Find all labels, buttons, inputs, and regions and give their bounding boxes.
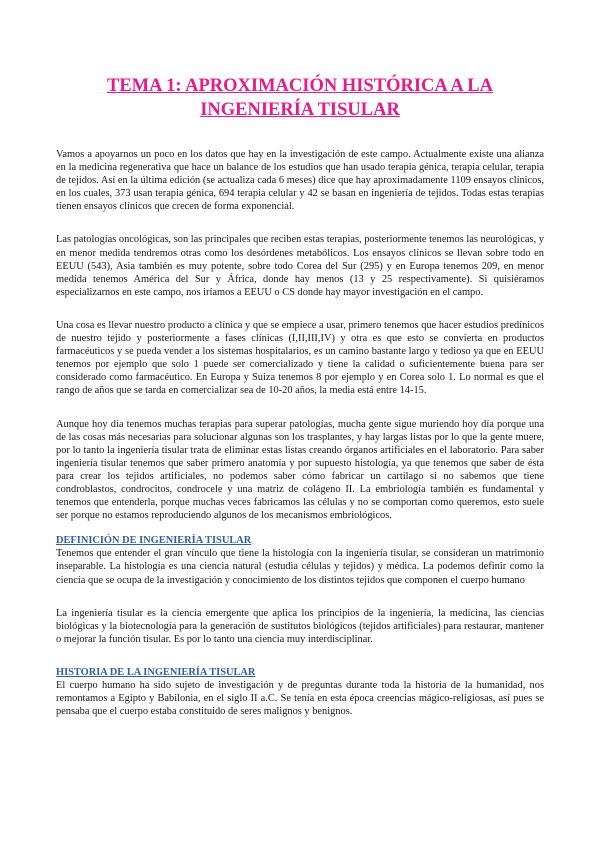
- intro-paragraph-4: Aunque hoy día tenemos muchas terapias para superar patologías, mucha gente sigue muriendo hoy día porque una de las cosas más necesarias para solucionar algunas son los trasplantes, y hay largas listas por lo que la gente muere, por lo tanto la ingeniería tisular trata de eliminar estas listas creando órganos artificiales en el laboratorio. Para saber ingeniería tisular tenemos que saber primero anatomía y por supuesto histología, ya que tenemos que saber de ésta para crear los tejidos artificiales, no podemos saber cómo fabricar un cartílago si no sabemos que tiene condroblastos, condrocitos, condrocele y una matriz de colágeno II. La embriología también es fundamental y tenemos que entenderla, porque muchas veces fabricamos las células y no se comportan como queremos, esto suele ser porque no estamos reproduciendo algunos de los mecanismos embriológicos.: [56, 418, 544, 522]
- section-heading-historia: HISTORIA DE LA INGENIERÍA TISULAR: [56, 666, 256, 678]
- historia-paragraph-1: El cuerpo humano ha sido sujeto de investigación y de preguntas durante toda la historia de la humanidad, nos remontamos a Egipto y Babilonia, en el siglo II a.C. Se tenía en esta época creencias mágico-religiosas, así pues se pensaba que el cuerpo estaba constituido de seres malignos y benignos.: [56, 680, 544, 718]
- intro-paragraph-1: Vamos a apoyarnos un poco en los datos que hay en la investigación de este campo. Actualmente existe una alianza en la medicina regenerativa que hace un balance de los estudios que han usado terapia génica, terapia celular, terapia de tejidos. Así en la última edición (se actualiza cada 6 meses) dice que hay aproximadamente 1109 ensayos clínicos, en los cuales, 373 usan terapia génica, 694 terapia celular y 42 se basan en ingeniería de tejidos. Todas estas terapias tienen ensayos clínicos que crecen de forma exponencial.: [56, 149, 544, 213]
- definicion-paragraph-1: Tenemos que entender el gran vínculo que tiene la histología con la ingeniería tisular, se consideran un matrimonio inseparable. La histología es una ciencia natural (estudia células y tejidos) y médica. La podemos definir como la ciencia que se ocupa de la investigación y conocimiento de los distintos tejidos que componen el cuerpo humano: [56, 548, 544, 586]
- intro-paragraph-2: Las patologías oncológicas, son las principales que reciben estas terapias, posteriormente tenemos las neurológicas, y en menor medida tendremos otras como los desórdenes metabólicos. Los ensayos clínicos se llevan sobre todo en EEUU (543), Asia también es muy potente, sobre todo Corea del Sur (295) y en Europa tenemos 209, en menor medida tenemos América del Sur y África, donde hay menos (13 y 25 respectivamente). Si quisiéramos especializarnos en este campo, nos iríamos a EEUU o CS donde hay mayor investigación en el campo.: [56, 234, 544, 298]
- document-title: TEMA 1: APROXIMACIÓN HISTÓRICA A LA INGENIERÍA TISULAR: [107, 76, 493, 120]
- definicion-paragraph-2: La ingeniería tisular es la ciencia emergente que aplica los principios de la ingeniería, la medicina, las ciencias biológicas y la biotecnología para la generación de sustitutos biológicos (tejidos artificiales) para restaurar, mantener o mejorar la función tisular. Es por lo tanto una ciencia muy interdisciplinar.: [56, 607, 544, 645]
- intro-paragraph-3: Una cosa es llevar nuestro producto a clínica y que se empiece a usar, primero tenemos que hacer estudios predínicos de nuestro tejido y posteriormente a fases clínicas (I,II,III,IV) y otra es que esto se convierta en productos farmacéuticos y se pueda vender a los sistemas hospitalarios, es un camino bastante largo y tedioso ya que en EEUU tenemos por ejemplo que solo 1 puede ser comercializado y tiene la calidad o suficientemente buena para ser considerado como farmacéutico. En Europa y Suiza tenemos 8 por ejemplo y en Corea solo 1. Lo normal es que el rango de años que se tarda en comercializar sea de 10-20 años, la media está entre 14-15.: [56, 319, 544, 397]
- section-definicion: [56, 534, 544, 646]
- section-heading-definicion: DEFINICIÓN DE INGENIERÍA TISULAR: [56, 535, 252, 547]
- section-historia: [56, 666, 544, 718]
